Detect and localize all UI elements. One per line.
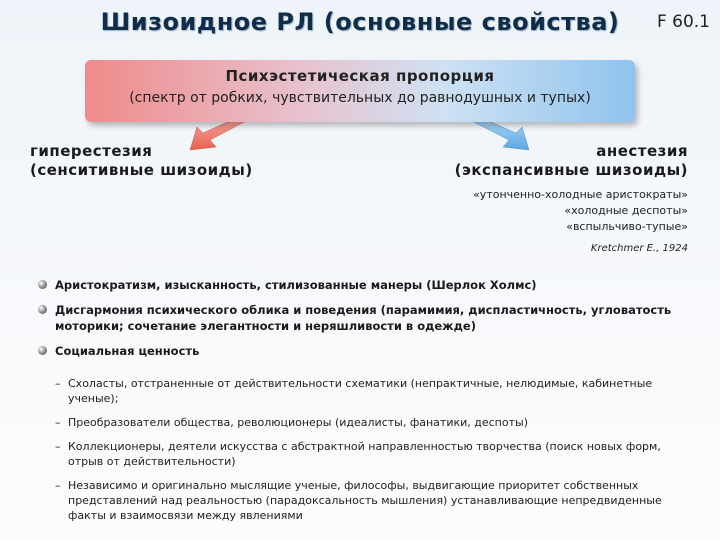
banner-subtitle: (спектр от робких, чувствительных до равнодушных и тупых) xyxy=(129,90,591,106)
left-pole-term: гиперестезия xyxy=(30,142,153,160)
type-item: «утонченно-холодные аристократы» xyxy=(473,188,688,201)
page-title: Шизоидное РЛ (основные свойства) xyxy=(100,8,620,36)
bullet-icon xyxy=(38,346,47,355)
bullet-text: Аристократизм, изысканность, стилизованные манеры (Шерлок Холмс) xyxy=(55,278,537,292)
dash-item xyxy=(55,376,695,406)
bullet-text: Дисгармония психического облика и поведения (парамимия, диспластичность, угловатость моторики; сочетание элегантности и неряшливости в одежде) xyxy=(55,303,672,333)
left-pole xyxy=(30,142,253,180)
bullet-item xyxy=(38,277,688,293)
right-pole-type: (экспансивные шизоиды) xyxy=(454,161,688,179)
type-item: «холодные деспоты» xyxy=(564,204,688,217)
proportion-banner xyxy=(85,60,635,122)
dash-item xyxy=(55,415,695,430)
dash-text: Коллекционеры, деятели искусства с абстрактной направленностью творчества (поиск новых форм, отрыв от действительности) xyxy=(68,440,661,468)
kretschmer-types xyxy=(473,187,688,235)
citation: Kretchmer E., 1924 xyxy=(590,243,688,254)
dash-marker: – xyxy=(55,440,61,453)
bullet-list xyxy=(38,277,688,368)
dash-marker: – xyxy=(55,377,61,390)
left-pole-type: (сенситивные шизоиды) xyxy=(30,161,253,179)
bullet-icon xyxy=(38,280,47,289)
right-pole-term: анестезия xyxy=(596,142,688,160)
diagnosis-code: F 60.1 xyxy=(656,12,710,32)
dash-text: Независимо и оригинально мыслящие ученые, философы, выдвигающие приоритет собственных представлений над реальностью (парадоксальность мышления) устанавливающие непредвиденные факты и взаимосвязи между явлениями xyxy=(68,479,662,522)
bullet-item xyxy=(38,343,688,359)
dash-item xyxy=(55,478,695,523)
bullet-text: Социальная ценность xyxy=(55,344,200,358)
bullet-item xyxy=(38,302,688,334)
dash-text: Схоласты, отстраненные от действительности схематики (непрактичные, нелюдимые, кабинетные ученые); xyxy=(68,377,653,405)
banner-title: Психэстетическая пропорция xyxy=(225,67,495,85)
type-item: «вспыльчиво-тупые» xyxy=(566,220,688,233)
bullet-icon xyxy=(38,305,47,314)
dash-text: Преобразователи общества, революционеры (идеалисты, фанатики, деспоты) xyxy=(68,416,528,429)
dash-marker: – xyxy=(55,479,61,492)
dash-list xyxy=(55,376,695,532)
dash-marker: – xyxy=(55,416,61,429)
right-pole xyxy=(455,142,688,180)
dash-item xyxy=(55,439,695,469)
